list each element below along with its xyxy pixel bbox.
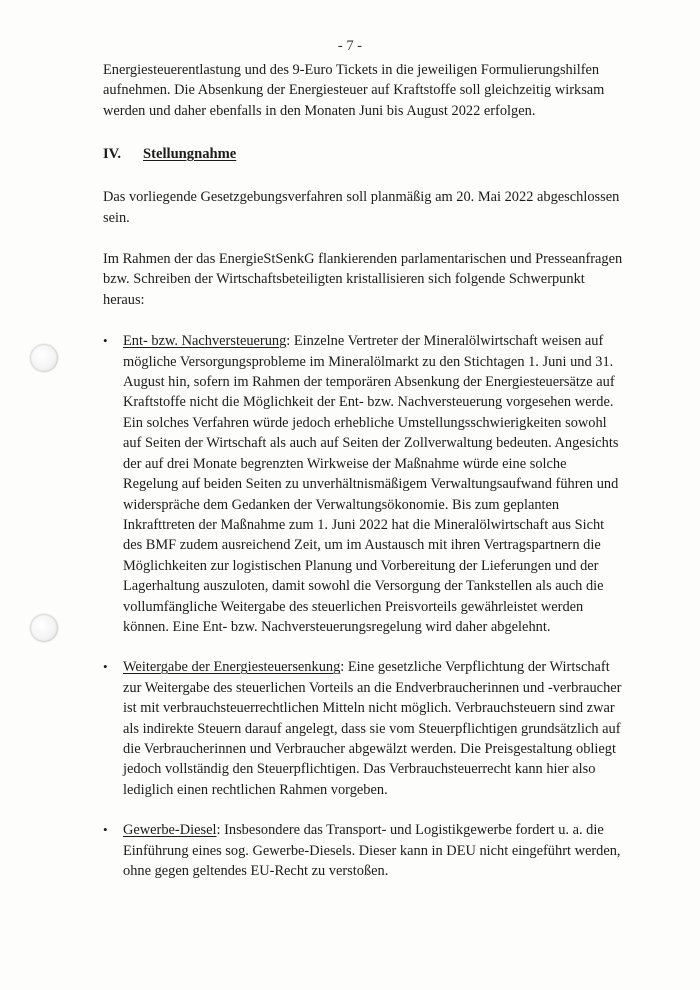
bullet-icon: • bbox=[103, 659, 108, 675]
bullet-item bbox=[103, 331, 623, 637]
punch-hole bbox=[30, 344, 58, 372]
bullet-label: Gewerbe-Diesel bbox=[123, 822, 217, 839]
section-number: IV. bbox=[103, 146, 121, 163]
bullet-list bbox=[103, 331, 623, 881]
bullet-text: Eine gesetzliche Verpflichtung der Wirtschaft zur Weitergabe des steuerlichen Vorteils an die Endverbraucherinnen und -verbraucher ist mit verbrauchsteuerrechtlichen Mitteln nicht möglich. Verbrauchsteuern sind zwar als indirekte Steuern darauf angelegt, dass sie vom Steuerpflichtigen grundsätzlich auf die Verbraucherinnen und Verbraucher abgewälzt werden. Die Preisgestaltung obliegt jedoch vollständig den Steuerpflichtigen. Das Verbrauchsteuerrecht kann hier also lediglich einen rechtlichen Rahmen vorgeben. bbox=[123, 659, 622, 798]
bullet-label: Ent- bzw. Nachversteuerung bbox=[123, 333, 287, 350]
section-heading bbox=[103, 144, 623, 164]
bullet-separator: : bbox=[286, 333, 291, 350]
bullet-separator: : bbox=[216, 822, 221, 839]
paragraph: Im Rahmen der das EnergieStSenkG flankierenden parlamentarischen und Presseanfragen bzw. Schreiben der Wirtschaftsbeteiligten kristallisieren sich folgende Schwerpunkt heraus: bbox=[103, 251, 623, 308]
bullet-text: Einzelne Vertreter der Mineralölwirtschaft weisen auf mögliche Versorgungsprobleme im Mineralölmarkt zu den Stichtagen 1. Juni und 31. August hin, sofern im Rahmen der temporären Absenkung der Energiesteuersätze auf Kraftstoffe nicht die Möglichkeit der Ent- bzw. Nachversteuerung vorgesehen werde. Ein solches Verfahren würde jedoch erhebliche Umstellungsschwierigkeiten sowohl auf Seiten der Wirtschaft als auch auf Seiten der Zollverwaltung bedeuten. Angesichts der auf drei Monate begrenzten Wirkweise der Maßnahme würde eine solche Regelung auf beiden Seiten zu unverhältnismäßigem Verwaltungsaufwand führen und widerspräche dem Gedanken der Verwaltungsökonomie. Bis zum geplanten Inkrafttreten der Maßnahme zum 1. Juni 2022 hat die Mineralölwirtschaft aus Sicht des BMF zudem ausreichend Zeit, um im Austausch mit ihren Vertragspartnern die Möglichkeiten zur logistischen Planung und Vorbereitung der Lieferungen und der Lagerhaltung auszuloten, damit sowohl die Versorgung der Tankstellen als auch die vollumfängliche Weitergabe des steuerlichen Preisvorteils gewährleistet werden können. Eine Ent- bzw. Nachversteuerungsregelung wird daher abgelehnt. bbox=[123, 333, 619, 635]
section-title: Stellungnahme bbox=[143, 146, 237, 163]
bullet-text: Insbesondere das Transport- und Logistikgewerbe fordert u. a. die Einführung eines sog. Gewerbe-Diesels. Dieser kann in DEU nicht eingeführt werden, ohne gegen geltendes EU-Recht zu verstoßen. bbox=[123, 822, 621, 879]
bullet-item bbox=[103, 657, 623, 800]
paragraph: Das vorliegende Gesetzgebungsverfahren soll planmäßig am 20. Mai 2022 abgeschlossen sein. bbox=[103, 189, 620, 226]
bullet-icon: • bbox=[103, 822, 108, 838]
page-number: - 7 - bbox=[337, 38, 363, 54]
bullet-item bbox=[103, 820, 623, 881]
bullet-label: Weitergabe der Energiesteuersenkung bbox=[123, 659, 341, 676]
bullet-icon: • bbox=[103, 333, 108, 349]
intro-paragraph: Energiesteuerentlastung und des 9-Euro Tickets in die jeweiligen Formulierungshilfen aufnehmen. Die Absenkung der Energiesteuer auf Kraftstoffe soll gleichzeitig wirksam werden und daher ebenfalls in den Monaten Juni bis August 2022 erfolgen. bbox=[103, 62, 605, 119]
punch-hole bbox=[30, 614, 58, 642]
bullet-separator: : bbox=[340, 659, 345, 676]
page-content bbox=[103, 60, 623, 881]
